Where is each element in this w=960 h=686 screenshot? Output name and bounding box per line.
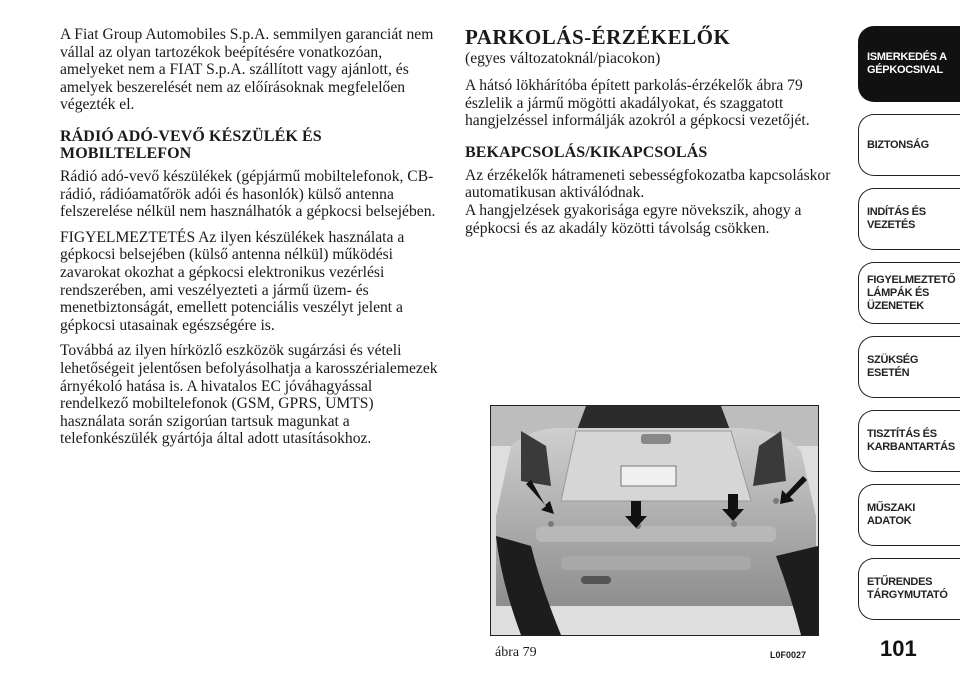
left-column: [60, 26, 438, 456]
tab-label: INDÍTÁS ÉS VEZETÉS: [867, 206, 926, 231]
tab-label: ETŰRENDES TÁRGYMUTATÓ: [867, 576, 948, 601]
warning-paragraph: FIGYELMEZTETÉS Az ilyen készülékek használata a gépkocsi belsejében (külső antenna nélkül) működési zavarokat okozhat a gépkocsi elektronikus vezérlési rendszerében, ami veszélyezteti a jármű üzem- és menetbiztonságát, emellett potenciális veszélyt jelent a gépkocsi utasainak egészségére is.: [60, 228, 405, 334]
right-column: [465, 26, 845, 245]
page-number: 101: [880, 636, 917, 661]
radio-paragraph: Rádió adó-vevő készülékek (gépjármű mobiltelefonok, CB-rádió, rádióamatőrök adói és hasonlók) külső antenna felszerelése nélkül nem használhatók a gépkocsi belsejében.: [60, 167, 436, 221]
tab-label: TISZTÍTÁS ÉS KARBANTARTÁS: [867, 428, 955, 453]
on-off-heading: BEKAPCSOLÁS/KIKAPCSOLÁS: [465, 143, 708, 161]
tab-index[interactable]: [858, 558, 960, 620]
tab-label: ISMERKEDÉS A GÉPKOCSIVAL: [867, 51, 947, 76]
chapter-tabs: [858, 26, 960, 632]
tab-label: SZÜKSÉG ESETÉN: [867, 354, 919, 379]
tab-getting-to-know-car[interactable]: [858, 26, 960, 102]
tab-label: MŰSZAKI ADATOK: [867, 502, 916, 527]
tab-label: FIGYELMEZTETŐ LÁMPÁK ÉS ÜZENETEK: [867, 273, 956, 312]
tab-safety[interactable]: [858, 114, 960, 176]
tab-warning-lights[interactable]: [858, 262, 960, 324]
parking-sensors-subtitle: (egyes változatoknál/piacokon): [465, 50, 661, 67]
figure-code: L0F0027: [770, 650, 807, 660]
car-rear-figure: [490, 405, 819, 636]
intro-paragraph: A Fiat Group Automobiles S.p.A. semmilyen garanciát nem vállal az olyan tartozékok beépítésére vonatkozóan, amelyeket nem a FIAT S.p.A. szállított vagy ajánlott, és amelyek beszerelését nem az előírásoknak megfelelően végezték el.: [60, 26, 434, 114]
car-rear-illustration: [491, 406, 818, 635]
radio-heading: RÁDIÓ ADÓ-VEVŐ KÉSZÜLÉK ÉS MOBILTELEFON: [60, 127, 322, 162]
shielding-paragraph: Továbbá az ilyen hírközlő eszközök sugárzási és vételi lehetőségeit jelentősen befolyásolhatja a karosszérialemezek árnyékoló hatása is. A hivatalos EC jóváhagyással rendelkező mobiltelefonok (GSM, GPRS, UMTS) használata során szigorúan tartsuk magunkat a telefonkészülék gyártója által adott utasításokhoz.: [60, 342, 438, 448]
tab-maintenance[interactable]: [858, 410, 960, 472]
beep-frequency-paragraph: A hangjelzések gyakorisága egyre növekszik, ahogy a gépkocsi és az akadály közötti távolság csökken.: [465, 201, 802, 237]
tab-starting-driving[interactable]: [858, 188, 960, 250]
tab-label: BIZTONSÁG: [867, 138, 929, 151]
activation-paragraph: Az érzékelők hátrameneti sebességfokozatba kapcsoláskor automatikusan aktiválódnak.: [465, 166, 831, 202]
figure-caption: ábra 79: [495, 645, 537, 660]
tab-emergency[interactable]: [858, 336, 960, 398]
parking-sensors-paragraph: A hátsó lökhárítóba épített parkolás-érzékelők ábra 79 észlelik a jármű mögötti akadályokat, és szaggatott hangjelzéssel informálják azokról a gépkocsi vezetőjét.: [465, 77, 810, 130]
parking-sensors-title: PARKOLÁS-ÉRZÉKELŐK: [465, 25, 731, 49]
tab-technical-data[interactable]: [858, 484, 960, 546]
